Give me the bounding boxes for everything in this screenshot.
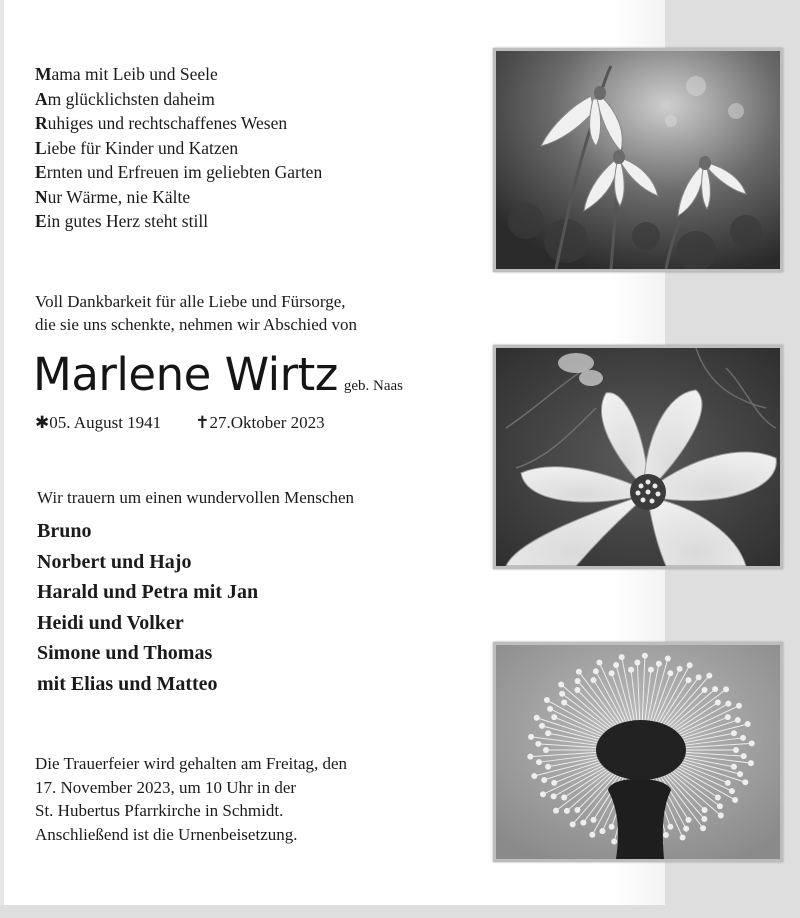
family-member: Harald und Petra mit Jan xyxy=(37,581,259,603)
intro-text xyxy=(35,290,357,336)
intro-line: Voll Dankbarkeit für alle Liebe und Fürsorge, xyxy=(35,292,346,311)
service-line: St. Hubertus Pfarrkirche in Schmidt. xyxy=(35,801,284,820)
family-list xyxy=(37,516,258,699)
poem-line: Ruhiges und rechtschaffenes Wesen xyxy=(35,113,288,133)
death-cross-icon: ✝ xyxy=(195,413,210,432)
acrostic-poem xyxy=(35,62,322,234)
poem-line: Liebe für Kinder und Katzen xyxy=(35,137,239,158)
service-line: Anschließend ist die Urnenbeisetzung. xyxy=(35,824,298,844)
service-line: Die Trauerfeier wird gehalten am Freitag, den xyxy=(35,754,348,773)
snowdrop-photo xyxy=(493,48,783,272)
birth-date: 05. August 1941 xyxy=(49,413,162,432)
poem-line: Am glücklichsten daheim xyxy=(35,88,215,109)
deceased-name-row xyxy=(33,348,403,401)
maiden-name: geb. Naas xyxy=(343,378,404,394)
birth-star-icon: ✱ xyxy=(35,413,50,432)
mourning-line: Wir trauern um einen wundervollen Menschen xyxy=(37,488,355,507)
poem-line: Nur Wärme, nie Kälte xyxy=(35,186,191,207)
life-dates xyxy=(35,413,325,433)
family-member: Norbert und Hajo xyxy=(37,550,192,573)
poem-line: Ernten und Erfreuen im geliebten Garten xyxy=(35,162,323,182)
intro-line: die sie uns schenkte, nehmen wir Abschied von xyxy=(35,315,357,334)
family-member: mit Elias und Matteo xyxy=(37,672,218,695)
poem-line: Mama mit Leib und Seele xyxy=(35,64,218,84)
bottom-border xyxy=(0,905,800,918)
family-member: Bruno xyxy=(37,520,92,542)
service-line: 17. November 2023, um 10 Uhr in der xyxy=(35,777,297,797)
deceased-name: Marlene Wirtz xyxy=(33,348,338,401)
family-member: Heidi und Volker xyxy=(37,611,184,634)
poem-line: Ein gutes Herz steht still xyxy=(35,211,209,231)
death-date: 27.Oktober 2023 xyxy=(209,413,325,432)
cosmos-flower-photo xyxy=(493,345,783,569)
left-border xyxy=(0,0,4,918)
dandelion-photo xyxy=(493,642,783,862)
family-member: Simone und Thomas xyxy=(37,642,213,664)
funeral-service-info xyxy=(35,752,347,846)
